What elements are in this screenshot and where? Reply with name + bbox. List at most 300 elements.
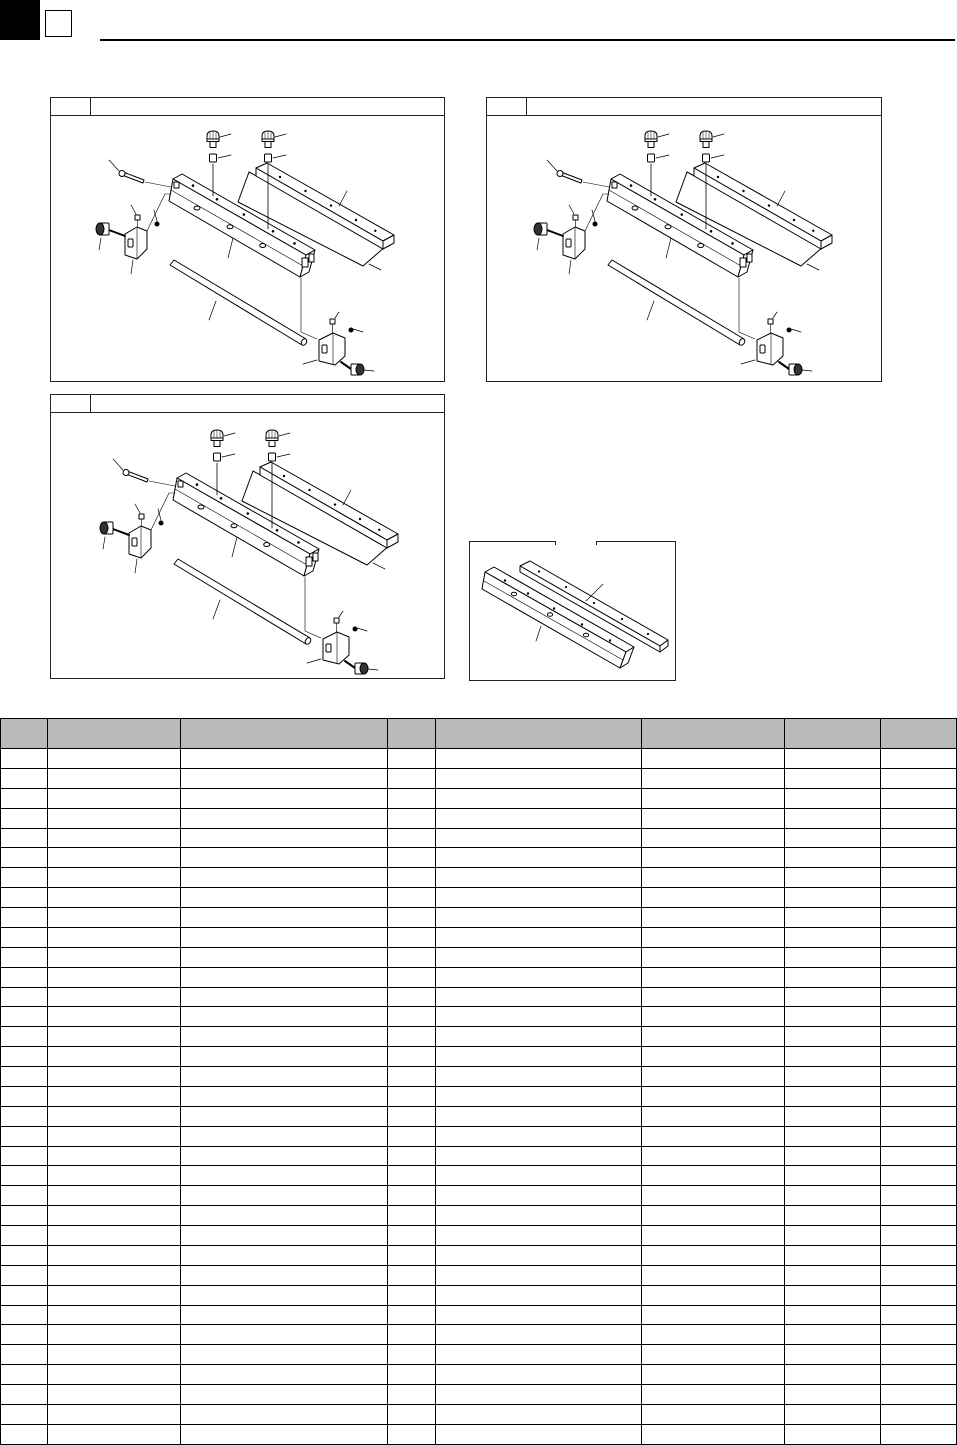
table-cell [785, 928, 881, 948]
table-cell [785, 1206, 881, 1226]
table-cell [436, 1087, 642, 1107]
table-cell [1, 829, 48, 849]
table-cell [388, 1166, 436, 1186]
table-cell [436, 1405, 642, 1425]
table-cell [436, 1067, 642, 1087]
spacer-icon [210, 154, 217, 162]
assembly-illustration [487, 98, 881, 381]
table-cell [388, 1306, 436, 1326]
knob-screw-icon [207, 131, 219, 148]
table-cell [388, 1246, 436, 1266]
table-cell [48, 1246, 181, 1266]
table-cell [785, 1385, 881, 1405]
table-cell [785, 1067, 881, 1087]
table-cell [181, 1067, 388, 1087]
table-cell [388, 789, 436, 809]
table-cell [785, 809, 881, 829]
table-cell [881, 1047, 957, 1067]
table-cell [881, 1345, 957, 1365]
table-cell [785, 1246, 881, 1266]
table-cell [642, 1365, 785, 1385]
table-cell [48, 1166, 181, 1186]
table-cell [181, 1087, 388, 1107]
table-cell [48, 848, 181, 868]
table-cell [48, 1425, 181, 1445]
table-cell [881, 1007, 957, 1027]
table-cell [181, 1007, 388, 1027]
table-cell [181, 1107, 388, 1127]
table-cell [48, 1127, 181, 1147]
table-cell [881, 1027, 957, 1047]
figure-title-bar [487, 98, 881, 116]
table-cell [436, 749, 642, 769]
table-cell [181, 1365, 388, 1385]
table-cell [181, 829, 388, 849]
table-cell [1, 1405, 48, 1425]
table-cell [48, 1027, 181, 1047]
rail-detail-illustration [470, 542, 675, 680]
assembly-line [145, 182, 171, 187]
table-cell [181, 1027, 388, 1047]
table-cell [642, 1166, 785, 1186]
table-cell [642, 888, 785, 908]
table-cell [48, 968, 181, 988]
table-cell [388, 1345, 436, 1365]
figure-panel-4 [469, 541, 676, 681]
table-cell [881, 1127, 957, 1147]
table-cell [1, 988, 48, 1008]
table-cell [1, 1007, 48, 1027]
table-cell [1, 848, 48, 868]
table-cell [388, 1107, 436, 1127]
table-cell [388, 1365, 436, 1385]
table-cell [881, 1107, 957, 1127]
table-cell [48, 908, 181, 928]
table-cell [388, 769, 436, 789]
table-cell [48, 1345, 181, 1365]
table-cell [48, 888, 181, 908]
table-cell [388, 1067, 436, 1087]
table-cell [388, 809, 436, 829]
figure-title [91, 98, 444, 115]
table-cell [48, 1147, 181, 1167]
table-cell [181, 868, 388, 888]
table-cell [642, 1286, 785, 1306]
table-cell [436, 908, 642, 928]
table-cell [785, 1226, 881, 1246]
table-cell [642, 769, 785, 789]
table-cell [881, 1147, 957, 1167]
table-cell [642, 908, 785, 928]
table-cell [642, 948, 785, 968]
table-cell [181, 1345, 388, 1365]
table-cell [785, 1365, 881, 1385]
table-cell [881, 1325, 957, 1345]
column-header [785, 719, 881, 749]
table-cell [642, 1107, 785, 1127]
table-cell [1, 1385, 48, 1405]
table-cell [388, 1147, 436, 1167]
table-cell [388, 1226, 436, 1246]
table-cell [785, 789, 881, 809]
table-cell [1, 1246, 48, 1266]
table-cell [642, 749, 785, 769]
table-cell [642, 1027, 785, 1047]
table-cell [642, 1405, 785, 1425]
table-cell [642, 928, 785, 948]
table-cell [1, 1107, 48, 1127]
table-cell [785, 1127, 881, 1147]
table-cell [1, 1425, 48, 1445]
table-cell [881, 1405, 957, 1425]
table-cell [48, 928, 181, 948]
figure-panel-3 [50, 394, 445, 679]
table-cell [881, 809, 957, 829]
table-cell [436, 1047, 642, 1067]
table-cell [1, 1345, 48, 1365]
table-cell [642, 1306, 785, 1326]
table-cell [181, 1306, 388, 1326]
thumb-knob-icon [96, 223, 125, 236]
table-cell [1, 1266, 48, 1286]
table-cell [181, 1147, 388, 1167]
table-cell [1, 749, 48, 769]
table-cell [388, 948, 436, 968]
table-cell [181, 769, 388, 789]
table-cell [436, 1246, 642, 1266]
table-cell [181, 1206, 388, 1226]
table-cell [642, 809, 785, 829]
right-bracket [319, 319, 345, 365]
figure-label [487, 98, 527, 115]
table-cell [881, 749, 957, 769]
table-cell [1, 789, 48, 809]
table-cell [436, 1027, 642, 1047]
table-cell [881, 888, 957, 908]
table-cell [388, 1325, 436, 1345]
table-cell [1, 1127, 48, 1147]
table-cell [1, 1067, 48, 1087]
table-cell [642, 1385, 785, 1405]
table-cell [436, 1325, 642, 1345]
table-cell [436, 988, 642, 1008]
table-cell [881, 1306, 957, 1326]
table-cell [1, 868, 48, 888]
table-cell [642, 1186, 785, 1206]
table-cell [881, 968, 957, 988]
table-cell [785, 1425, 881, 1445]
table-cell [48, 1047, 181, 1067]
label-tick [555, 541, 556, 545]
knob-screw-icon [262, 131, 274, 148]
table-cell [642, 1087, 785, 1107]
figure-title-bar [51, 395, 444, 413]
nut-icon [155, 222, 159, 226]
table-cell [436, 1147, 642, 1167]
table-cell [48, 1266, 181, 1286]
header-rule [100, 39, 955, 41]
table-cell [436, 848, 642, 868]
figure-label [51, 395, 91, 412]
table-cell [48, 1226, 181, 1246]
table-cell [1, 1206, 48, 1226]
table-cell [436, 1425, 642, 1445]
table-cell [436, 1365, 642, 1385]
figure-panel-2 [486, 97, 882, 382]
table-cell [48, 1306, 181, 1326]
table-cell [48, 1405, 181, 1425]
table-cell [785, 1186, 881, 1206]
table-cell [48, 868, 181, 888]
table-cell [388, 1206, 436, 1226]
table-cell [1, 908, 48, 928]
table-cell [881, 928, 957, 948]
table-cell [436, 1107, 642, 1127]
table-cell [881, 789, 957, 809]
table-cell [1, 1186, 48, 1206]
table-cell [642, 1127, 785, 1147]
table-cell [881, 908, 957, 928]
table-cell [181, 809, 388, 829]
table-cell [388, 1047, 436, 1067]
column-header [181, 719, 388, 749]
left-bracket [125, 215, 147, 259]
table-cell [181, 988, 388, 1008]
table-cell [642, 1007, 785, 1027]
table-cell [642, 1246, 785, 1266]
table-cell [881, 1067, 957, 1087]
table-cell [436, 868, 642, 888]
table-cell [48, 1206, 181, 1226]
table-cell [785, 1007, 881, 1027]
table-cell [881, 829, 957, 849]
table-cell [436, 1345, 642, 1365]
table-cell [181, 848, 388, 868]
assembly-line [301, 278, 317, 339]
table-cell [388, 928, 436, 948]
table-cell [48, 1087, 181, 1107]
table-cell [642, 1147, 785, 1167]
table-cell [642, 868, 785, 888]
table-cell [436, 1166, 642, 1186]
table-cell [388, 829, 436, 849]
table-cell [785, 1107, 881, 1127]
table-cell [1, 1226, 48, 1246]
assembly-illustration [51, 395, 444, 678]
table-cell [881, 1206, 957, 1226]
table-cell [181, 1286, 388, 1306]
table-cell [48, 948, 181, 968]
column-header [48, 719, 181, 749]
table-cell [785, 968, 881, 988]
table-cell [436, 888, 642, 908]
table-cell [388, 888, 436, 908]
table-cell [881, 988, 957, 1008]
table-cell [181, 1425, 388, 1445]
table-cell [181, 1166, 388, 1186]
table-cell [881, 1266, 957, 1286]
table-cell [785, 888, 881, 908]
table-cell [881, 1087, 957, 1107]
table-cell [181, 1385, 388, 1405]
table-cell [642, 789, 785, 809]
table-cell [388, 1186, 436, 1206]
table-cell [436, 968, 642, 988]
table-cell [642, 1206, 785, 1226]
table-cell [436, 1127, 642, 1147]
table-cell [436, 1306, 642, 1326]
table-cell [436, 1266, 642, 1286]
table-cell [181, 749, 388, 769]
table-cell [48, 988, 181, 1008]
table-cell [881, 948, 957, 968]
table-cell [785, 908, 881, 928]
column-header [642, 719, 785, 749]
table-cell [181, 1246, 388, 1266]
table-cell [436, 928, 642, 948]
assembly-illustration [51, 98, 444, 381]
table-cell [642, 1425, 785, 1445]
table-cell [48, 809, 181, 829]
table-cell [642, 1325, 785, 1345]
table-cell [436, 829, 642, 849]
table-cell [388, 1266, 436, 1286]
section-tab [0, 0, 40, 40]
long-screw-icon [119, 171, 144, 184]
table-cell [1, 1306, 48, 1326]
table-cell [881, 1286, 957, 1306]
table-cell [181, 1405, 388, 1425]
table-cell [388, 1127, 436, 1147]
table-cell [642, 1047, 785, 1067]
table-cell [642, 829, 785, 849]
table-cell [1, 968, 48, 988]
table-cell [181, 908, 388, 928]
table-cell [388, 749, 436, 769]
table-cell [388, 1007, 436, 1027]
table-cell [436, 809, 642, 829]
table-cell [785, 1306, 881, 1326]
column-header [1, 719, 48, 749]
table-cell [1, 888, 48, 908]
support-rod [170, 260, 308, 346]
table-cell [1, 1147, 48, 1167]
table-cell [48, 1325, 181, 1345]
table-cell [642, 1226, 785, 1246]
table-cell [785, 868, 881, 888]
table-cell [1, 928, 48, 948]
table-cell [881, 1226, 957, 1246]
table-cell [1, 1087, 48, 1107]
table-cell [785, 1405, 881, 1425]
table-cell [388, 868, 436, 888]
table-cell [388, 1405, 436, 1425]
table-cell [436, 769, 642, 789]
table-cell [181, 1127, 388, 1147]
table-cell [181, 1226, 388, 1246]
table-cell [1, 809, 48, 829]
table-cell [785, 848, 881, 868]
table-cell [181, 928, 388, 948]
figure-title [91, 395, 444, 412]
table-cell [881, 1425, 957, 1445]
table-cell [881, 1246, 957, 1266]
table-cell [48, 769, 181, 789]
figure-label [556, 540, 596, 544]
figure-title [527, 98, 881, 115]
table-cell [1, 1166, 48, 1186]
table-cell [181, 968, 388, 988]
table-cell [785, 829, 881, 849]
spacer-icon [265, 154, 272, 162]
table-cell [642, 988, 785, 1008]
assembly-drawing [534, 131, 832, 375]
table-cell [48, 1365, 181, 1385]
table-cell [785, 1345, 881, 1365]
table-cell [388, 908, 436, 928]
table-cell [881, 1365, 957, 1385]
table-cell [881, 848, 957, 868]
table-cell [785, 988, 881, 1008]
table-cell [181, 948, 388, 968]
table-cell [785, 769, 881, 789]
table-cell [388, 1286, 436, 1306]
table-cell [642, 1345, 785, 1365]
table-cell [436, 948, 642, 968]
table-cell [881, 1385, 957, 1405]
thumb-knob-icon [341, 362, 364, 375]
table-cell [1, 948, 48, 968]
table-cell [785, 1266, 881, 1286]
table-cell [436, 1286, 642, 1306]
table-cell [48, 1286, 181, 1306]
table-cell [48, 829, 181, 849]
table-cell [436, 1385, 642, 1405]
table-cell [388, 988, 436, 1008]
table-cell [181, 1047, 388, 1067]
table-cell [785, 1147, 881, 1167]
table-cell [1, 1365, 48, 1385]
column-header [436, 719, 642, 749]
table-cell [48, 1385, 181, 1405]
table-cell [48, 789, 181, 809]
table-cell [785, 1166, 881, 1186]
table-cell [1, 1286, 48, 1306]
table-cell [388, 1027, 436, 1047]
nut-icon [349, 328, 353, 332]
table-cell [785, 1286, 881, 1306]
table-cell [436, 1007, 642, 1027]
table-cell [436, 1226, 642, 1246]
table-cell [388, 1087, 436, 1107]
table-cell [785, 1047, 881, 1067]
table-cell [881, 1166, 957, 1186]
column-header [881, 719, 957, 749]
table-cell [1, 1047, 48, 1067]
table-cell [1, 1325, 48, 1345]
table-cell [181, 1266, 388, 1286]
table-cell [785, 948, 881, 968]
table-cell [642, 848, 785, 868]
table-cell [48, 1067, 181, 1087]
figure-title-bar [51, 98, 444, 116]
table-cell [388, 1425, 436, 1445]
table-cell [785, 1027, 881, 1047]
table-cell [181, 1325, 388, 1345]
table-cell [1, 769, 48, 789]
table-cell [785, 749, 881, 769]
parts-table [0, 718, 957, 1445]
